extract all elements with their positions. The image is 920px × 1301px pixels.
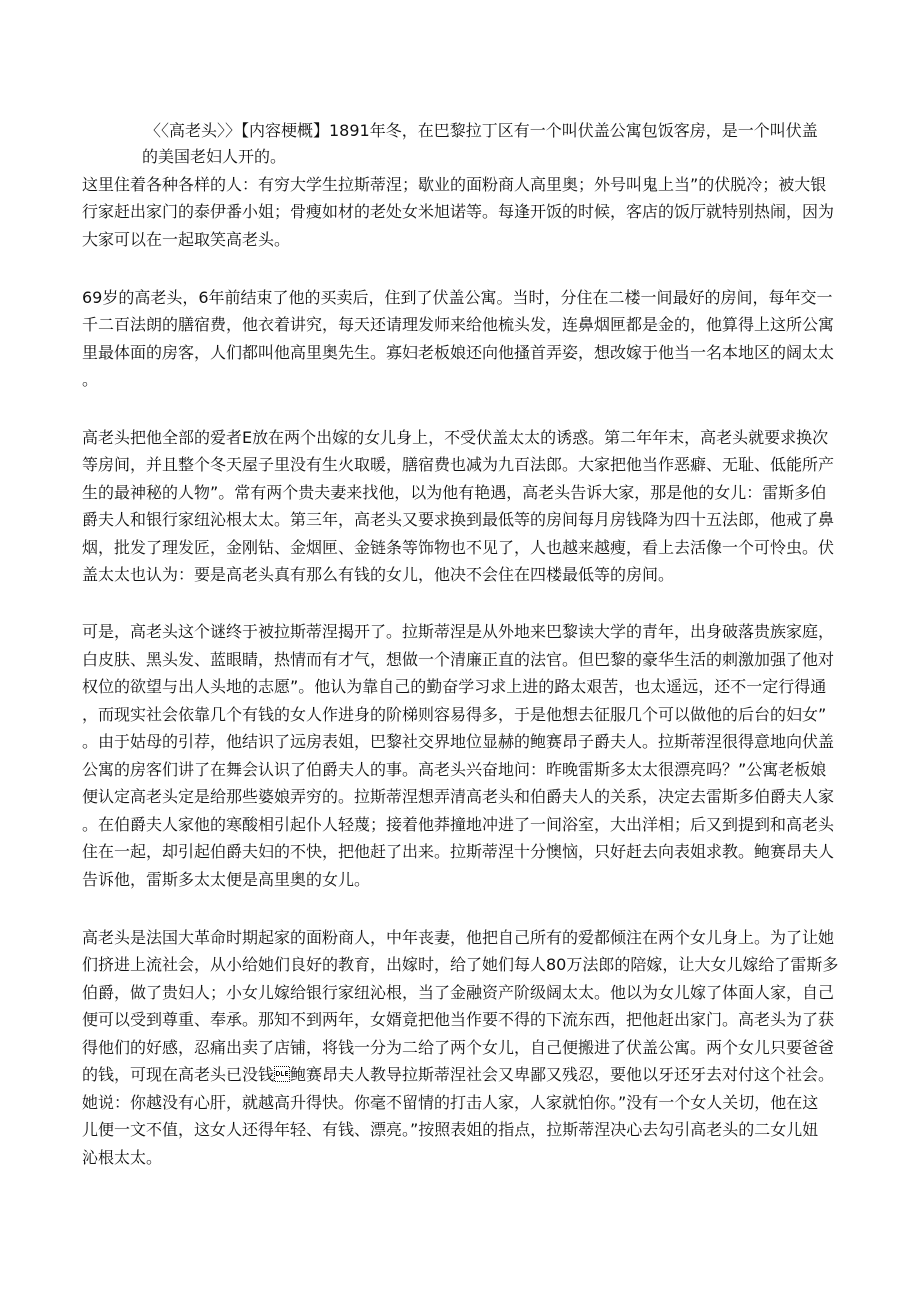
text-line: 。 (82, 370, 99, 389)
text-line: 盖太太也认为：要是高老头真有那么有钱的女儿，他决不会住在四楼最低等的房间。 (82, 565, 675, 584)
text-line: 告诉他，雷斯多太太便是高里奥的女儿。 (82, 870, 371, 889)
text-line: 高老头把他全部的爱者E放在两个出嫁的女儿身上，不受伏盖太太的诱惑。第二年年末，高老头就要求换次 (82, 428, 829, 447)
text-line: 。由于姑母的引荐，他结识了远房表姐，巴黎社交界地位显赫的鲍赛昂子爵夫人。拉斯蒂涅很得意地向伏盖 (82, 732, 835, 751)
text-line: 生的最神秘的人物”。常有两个贵夫妻来找他，以为他有艳遇，高老头告诉大家，那是他的女儿：雷斯多伯 (82, 483, 827, 502)
text-line: 便可以受到尊重、奉承。那知不到两年，女婿竟把他当作要不得的下流东西，把他赶出家门。高老头为了获 (82, 1010, 835, 1029)
text-line: 得他们的好感，忍痛出卖了店铺，将钱一分为二给了两个女儿，自己便搬进了伏盖公寓。两个女儿只要爸爸 (82, 1038, 835, 1057)
text-line: 住在一起，却引起伯爵夫妇的不快，把他赶了出来。拉斯蒂涅十分懊恼，只好赶去向表姐求教。鲍赛昂夫人 (82, 842, 835, 861)
text-line: 可是，高老头这个谜终于被拉斯蒂涅揭开了。拉斯蒂涅是从外地来巴黎读大学的青年，出身破落贵族家庭， (82, 622, 835, 641)
text-line: 便认定高老头定是给那些婆娘弄穷的。拉斯蒂涅想弄清高老头和伯爵夫人的关系，决定去雷斯多伯爵夫人家 (82, 787, 835, 806)
text-line: 里最体面的房客，人们都叫他高里奥先生。寡妇老板娘还向他搔首弄姿，想改嫁于他当一名本地区的阔太太 (82, 343, 835, 362)
text-line: 她说：你越没有心肝，就越高升得快。你毫不留情的打击人家，人家就怕你。”没有一个女人关切，他在这 (82, 1093, 819, 1112)
text-line: 伯爵，做了贵妇人；小女儿嫁给银行家纽沁根，当了金融资产阶级阔太太。他以为女儿嫁了体面人家，自己 (82, 983, 835, 1002)
text-line: 的美国老妇人开的。 (142, 147, 287, 166)
text-line: 69岁的高老头，6年前结束了他的买卖后，住到了伏盖公寓。当时，分住在二楼一间最好的房间，每年交一 (82, 288, 833, 307)
text-line: 烟，批发了理发匠，金刚钻、金烟匣、金链条等饰物也不见了，人也越来越瘦，看上去活像一个可怜虫。伏 (82, 538, 835, 557)
text-line: 等房间，并且整个冬天屋子里没有生火取暖，膳宿费也减为九百法郎。大家把他当作恶癖、无耻、低能所产 (82, 455, 835, 474)
text-line: 行家赶出家门的泰伊番小姐；骨瘦如材的老处女米旭诺等。每逢开饭的时候，客店的饭厅就特别热闹，因为 (82, 202, 835, 221)
text-line: 这里住着各种各样的人：有穷大学生拉斯蒂涅；歇业的面粉商人高里奥；外号叫鬼上当”的伏脱冷；被大银 (82, 175, 827, 194)
text-line: 公寓的房客们讲了在舞会认识了伯爵夫人的事。高老头兴奋地问：昨晚雷斯多太太很漂亮吗？”公寓老板娘 (82, 760, 827, 779)
text-line: 〈〈高老头〉〉【内容梗概】1891年冬，在巴黎拉丁区有一个叫伏盖公寓包饭客房，是一个叫伏盖 (145, 121, 818, 140)
text-line: 大家可以在一起取笑高老头。 (82, 230, 291, 249)
text-line: 白皮肤、黑头发、蓝眼睛，热情而有才气，想做一个清廉正直的法官。但巴黎的豪华生活的刺激加强了他对 (82, 650, 835, 669)
text-line: 的钱，可现在高老头已没钱鲍赛昂夫人教导拉斯蒂涅社会又卑鄙又残忍，要他以牙还牙去对付这个社会。 (82, 1065, 835, 1084)
text-line: 们挤进上流社会，从小给她们良好的教育，出嫁时，给了她们每人80万法郎的陪嫁，让大女儿嫁给了雷斯多 (82, 955, 839, 974)
text-line: 千二百法朗的膳宿费，他衣着讲究，每天还请理发师来给他梳头发，连鼻烟匣都是金的，他算得上这所公寓 (82, 315, 835, 334)
text-line: 。在伯爵夫人家他的寒酸相引起仆人轻蔑；接着他莽撞地冲进了一间浴室，大出洋相；后又到提到和高老头 (82, 815, 835, 834)
text-line: 权位的欲望与出人头地的志愿”。他认为靠自己的勤奋学习求上进的路太艰苦，也太遥远，还不一定行得通 (82, 677, 827, 696)
text-line: ，而现实社会依靠几个有钱的女人作进身的阶梯则容易得多，于是他想去征服几个可以做他的后台的妇女” (82, 705, 827, 724)
text-line: 儿便一文不值，这女人还得年轻、有钱、漂亮。”按照表姐的指点，拉斯蒂涅决心去勾引高老头的二女儿妞 (82, 1120, 819, 1139)
text-line: 爵夫人和银行家纽沁根太太。第三年，高老头又要求换到最低等的房间每月房钱降为四十五法郎，他戒了鼻 (82, 510, 835, 529)
text-line: 沁根太太。 (82, 1148, 163, 1167)
text-line: 高老头是法国大革命时期起家的面粉商人，中年丧妻，他把自己所有的爱都倾注在两个女儿身上。为了让她 (82, 928, 835, 947)
